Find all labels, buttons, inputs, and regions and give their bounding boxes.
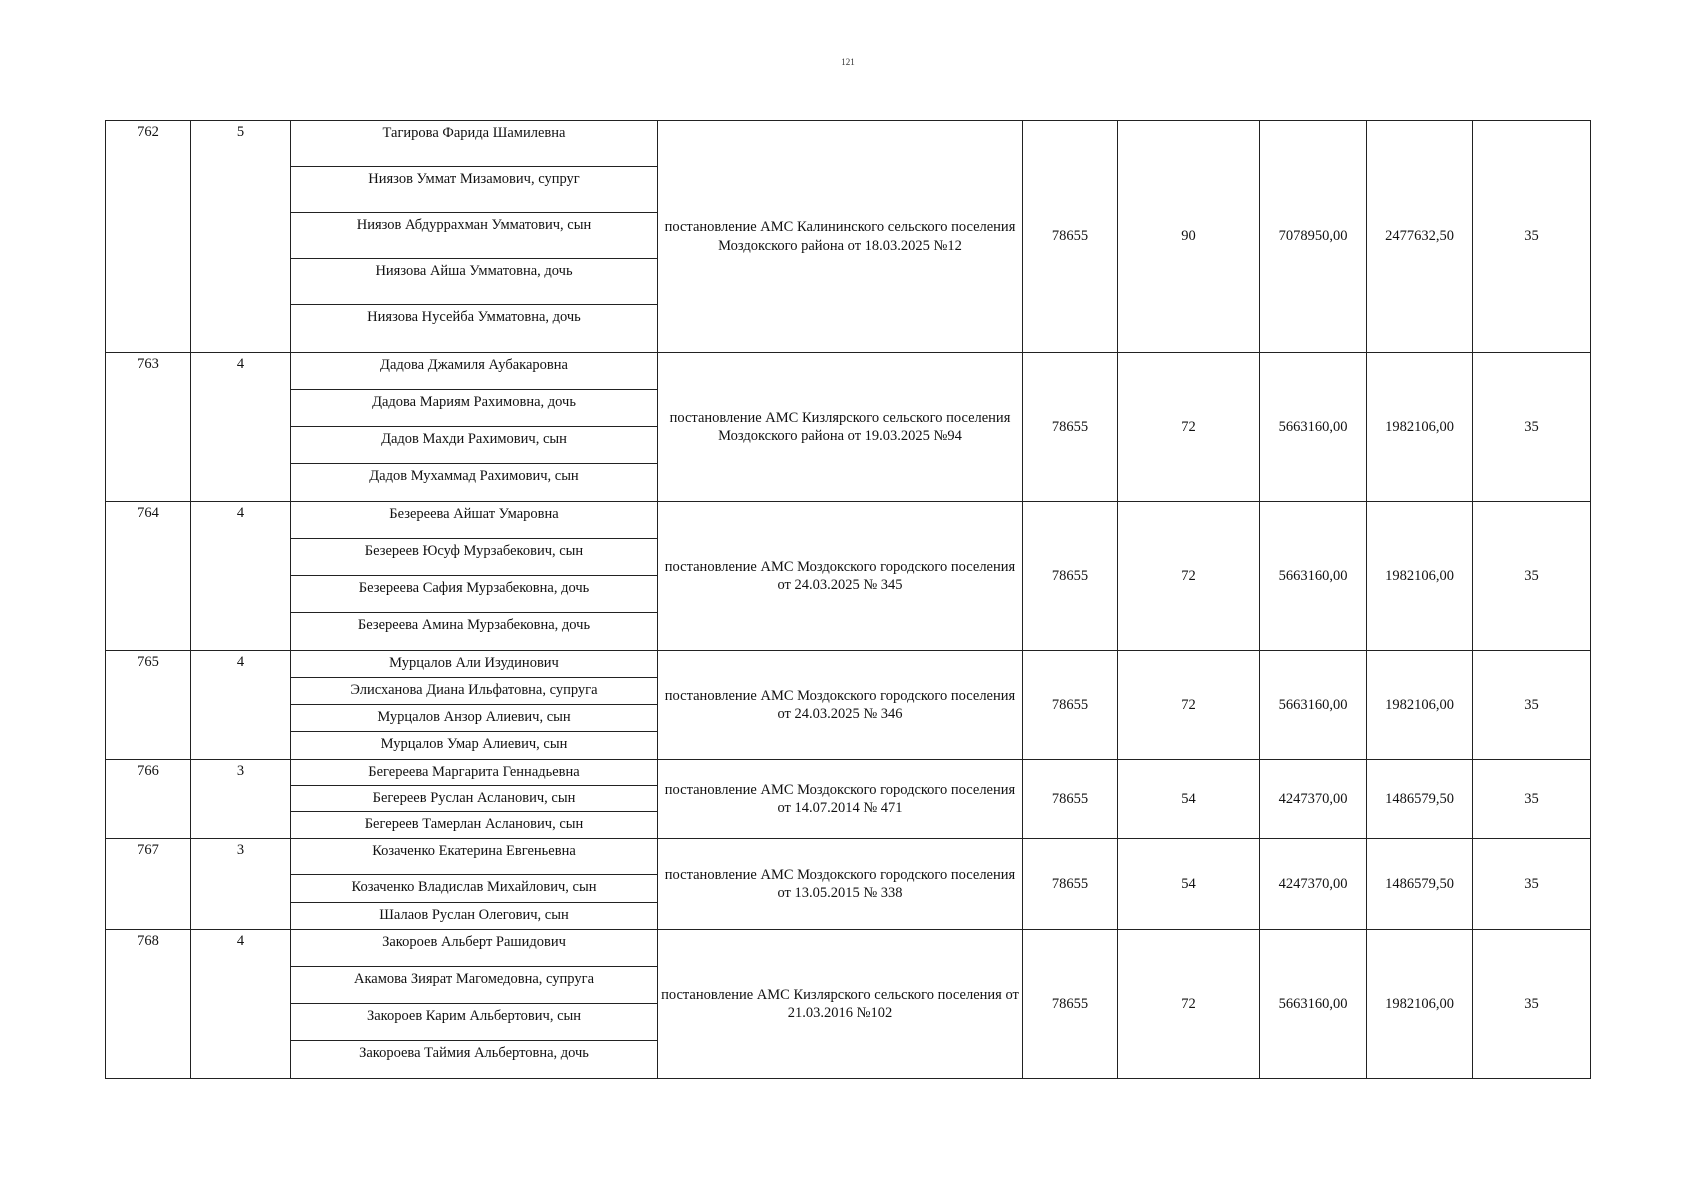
family-member-name: Бегереев Руслан Асланович, сын	[291, 786, 657, 812]
family-member-name: Мурцалов Умар Алиевич, сын	[380, 736, 568, 752]
family-member-name: Козаченко Екатерина Евгеньевна	[291, 839, 657, 875]
price-per-sqm-cell: 78655	[1023, 760, 1118, 839]
table-row	[106, 760, 1591, 839]
family-size-cell: 4	[191, 651, 291, 760]
area-cell: 72	[1118, 930, 1260, 1079]
family-size-cell: 3	[191, 760, 291, 839]
family-members-cell	[291, 502, 658, 651]
total-cost-cell: 7078950,00	[1260, 121, 1367, 353]
family-members-cell	[291, 760, 658, 839]
row-number-cell: 764	[106, 502, 191, 651]
family-member-name: Безереев Юсуф Мурзабекович, сын	[291, 539, 657, 576]
family-size-cell: 5	[191, 121, 291, 353]
family-member-name: Ниязов Уммат Мизамович, супруг	[291, 167, 657, 213]
family-members-cell	[291, 651, 658, 760]
table-row	[106, 121, 1591, 353]
family-size-cell: 4	[191, 353, 291, 502]
price-per-sqm-cell: 78655	[1023, 502, 1118, 651]
percent-cell: 35	[1473, 502, 1591, 651]
family-member-name: Дадов Махди Рахимович, сын	[291, 427, 657, 464]
resolution-cell: постановление АМС Моздокского городского поселения от 14.07.2014 № 471	[658, 760, 1023, 839]
total-cost-cell: 5663160,00	[1260, 353, 1367, 502]
row-number-cell: 762	[106, 121, 191, 353]
row-number-cell: 768	[106, 930, 191, 1079]
family-members-cell	[291, 121, 658, 353]
family-member-name: Ниязова Айша Умматовна, дочь	[291, 259, 657, 305]
family-member-name: Закороев Альберт Рашидович	[291, 930, 657, 967]
subsidy-amount-cell: 2477632,50	[1367, 121, 1473, 353]
family-member-name: Элисханова Диана Ильфатовна, супруга	[291, 678, 657, 705]
row-number-cell: 767	[106, 839, 191, 930]
price-per-sqm-cell: 78655	[1023, 651, 1118, 760]
registry-table	[105, 120, 1591, 1079]
family-member-name: Бегереева Маргарита Геннадьевна	[291, 760, 657, 786]
family-member-name: Бегереев Тамерлан Асланович, сын	[364, 816, 584, 832]
family-size-cell: 4	[191, 502, 291, 651]
family-member-name: Мурцалов Али Изудинович	[291, 651, 657, 678]
percent-cell: 35	[1473, 839, 1591, 930]
family-members-cell	[291, 353, 658, 502]
price-per-sqm-cell: 78655	[1023, 839, 1118, 930]
area-cell: 54	[1118, 839, 1260, 930]
area-cell: 90	[1118, 121, 1260, 353]
resolution-cell: постановление АМС Моздокского городского поселения от 24.03.2025 № 346	[658, 651, 1023, 760]
price-per-sqm-cell: 78655	[1023, 930, 1118, 1079]
row-number-cell: 766	[106, 760, 191, 839]
total-cost-cell: 4247370,00	[1260, 760, 1367, 839]
family-member-name: Мурцалов Анзор Алиевич, сын	[291, 705, 657, 732]
table-row	[106, 839, 1591, 930]
subsidy-amount-cell: 1486579,50	[1367, 760, 1473, 839]
subsidy-amount-cell: 1982106,00	[1367, 353, 1473, 502]
family-member-name: Акамова Зиярат Магомедовна, супруга	[291, 967, 657, 1004]
total-cost-cell: 5663160,00	[1260, 502, 1367, 651]
table-row	[106, 930, 1591, 1079]
family-member-name: Ниязов Абдуррахман Умматович, сын	[291, 213, 657, 259]
row-number-cell: 765	[106, 651, 191, 760]
percent-cell: 35	[1473, 353, 1591, 502]
page-number: 121	[841, 57, 855, 67]
total-cost-cell: 5663160,00	[1260, 651, 1367, 760]
table-row	[106, 502, 1591, 651]
price-per-sqm-cell: 78655	[1023, 121, 1118, 353]
family-size-cell: 3	[191, 839, 291, 930]
family-member-name: Дадова Джамиля Аубакаровна	[291, 353, 657, 390]
family-members-cell	[291, 930, 658, 1079]
subsidy-amount-cell: 1982106,00	[1367, 651, 1473, 760]
family-member-name: Дадова Мариям Рахимовна, дочь	[291, 390, 657, 427]
family-member-name: Безереева Айшат Умаровна	[291, 502, 657, 539]
resolution-cell: постановление АМС Калининского сельского поселения Моздокского района от 18.03.2025 №12	[658, 121, 1023, 353]
area-cell: 72	[1118, 502, 1260, 651]
subsidy-amount-cell: 1486579,50	[1367, 839, 1473, 930]
family-member-name: Ниязова Нусейба Умматовна, дочь	[367, 309, 581, 325]
area-cell: 54	[1118, 760, 1260, 839]
subsidy-amount-cell: 1982106,00	[1367, 502, 1473, 651]
family-member-name: Тагирова Фарида Шамилевна	[291, 121, 657, 167]
family-member-name: Закороев Карим Альбертович, сын	[291, 1004, 657, 1041]
resolution-cell: постановление АМС Моздокского городского поселения от 13.05.2015 № 338	[658, 839, 1023, 930]
family-member-name: Безереева Амина Мурзабековна, дочь	[357, 617, 591, 633]
percent-cell: 35	[1473, 121, 1591, 353]
resolution-cell: постановление АМС Кизлярского сельского поселения от 21.03.2016 №102	[658, 930, 1023, 1079]
total-cost-cell: 5663160,00	[1260, 930, 1367, 1079]
resolution-cell: постановление АМС Кизлярского сельского поселения Моздокского района от 19.03.2025 №94	[658, 353, 1023, 502]
family-members-cell	[291, 839, 658, 930]
family-member-name: Дадов Мухаммад Рахимович, сын	[369, 468, 579, 484]
table-row	[106, 651, 1591, 760]
family-member-name: Безереева Сафия Мурзабековна, дочь	[291, 576, 657, 613]
resolution-cell: постановление АМС Моздокского городского поселения от 24.03.2025 № 345	[658, 502, 1023, 651]
percent-cell: 35	[1473, 930, 1591, 1079]
family-member-name: Козаченко Владислав Михайлович, сын	[291, 875, 657, 903]
table-row	[106, 353, 1591, 502]
area-cell: 72	[1118, 651, 1260, 760]
row-number-cell: 763	[106, 353, 191, 502]
total-cost-cell: 4247370,00	[1260, 839, 1367, 930]
percent-cell: 35	[1473, 651, 1591, 760]
subsidy-amount-cell: 1982106,00	[1367, 930, 1473, 1079]
family-size-cell: 4	[191, 930, 291, 1079]
area-cell: 72	[1118, 353, 1260, 502]
price-per-sqm-cell: 78655	[1023, 353, 1118, 502]
family-member-name: Шалаов Руслан Олегович, сын	[379, 907, 569, 923]
percent-cell: 35	[1473, 760, 1591, 839]
family-member-name: Закороева Таймия Альбертовна, дочь	[359, 1045, 589, 1061]
